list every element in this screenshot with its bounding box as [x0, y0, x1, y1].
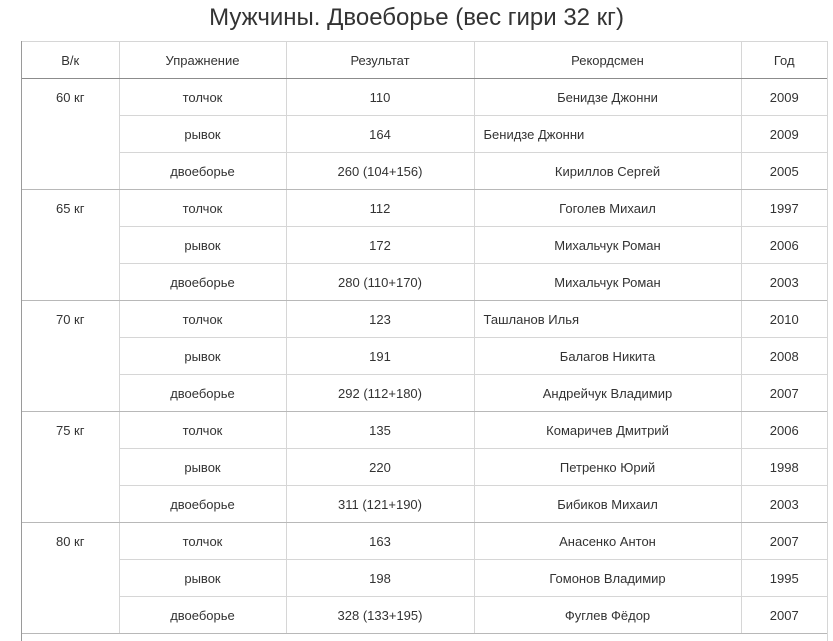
cell-year: 2003 [741, 264, 827, 301]
cell-result: 172 [286, 227, 474, 264]
table-row [22, 486, 827, 523]
cell-exercise: толчок [119, 523, 286, 560]
cell-exercise: рывок [119, 449, 286, 486]
cell-result: 328 (133+195) [286, 597, 474, 634]
cell-year: 2006 [741, 412, 827, 449]
cell-year: 2005 [741, 153, 827, 190]
cell-year: 1998 [741, 449, 827, 486]
cell-result: 292 (112+180) [286, 375, 474, 412]
cell-exercise: двоеборье [119, 153, 286, 190]
cell-record-holder: Гомонов Владимир [474, 560, 741, 597]
cell-exercise: толчок [119, 301, 286, 338]
cell-exercise: рывок [119, 227, 286, 264]
cell-result: 198 [286, 560, 474, 597]
cell-exercise: двоеборье [119, 597, 286, 634]
cell-result: 260 (104+156) [286, 153, 474, 190]
table-row [22, 227, 827, 264]
cell-year: 2006 [741, 227, 827, 264]
cell-exercise: двоеборье [119, 264, 286, 301]
cell-year: 2007 [741, 597, 827, 634]
cell-result: 123 [286, 301, 474, 338]
cell-record-holder: Михальчук Роман [474, 227, 741, 264]
page-title: Мужчины. Двоеборье (вес гири 32 кг) [209, 4, 624, 31]
cell-weight-class: 75 кг [22, 412, 119, 523]
cell-year: 2007 [741, 375, 827, 412]
cell-record-holder: Бенидзе Джонни [474, 116, 741, 153]
cell-exercise: рывок [119, 338, 286, 375]
table-row [22, 412, 827, 449]
cell-result: 163 [286, 523, 474, 560]
table-row [22, 375, 827, 412]
cell-result: 135 [286, 412, 474, 449]
cell-result: 110 [286, 79, 474, 116]
cell-record-holder: Ташланов Илья [474, 301, 741, 338]
cell-result: 311 (121+190) [286, 486, 474, 523]
cell-result: 164 [286, 116, 474, 153]
table-header [22, 42, 827, 79]
cell-record-holder: Бенидзе Джонни [474, 79, 741, 116]
cell-weight-class: 80 кг [22, 523, 119, 634]
records-table [22, 41, 827, 634]
cell-exercise: двоеборье [119, 375, 286, 412]
cell-record-holder: Анасенко Антон [474, 523, 741, 560]
cell-record-holder: Комаричев Дмитрий [474, 412, 741, 449]
cell-record-holder: Андрейчук Владимир [474, 375, 741, 412]
cell-weight-class: 65 кг [22, 190, 119, 301]
table-row [22, 79, 827, 116]
cell-record-holder: Гоголев Михаил [474, 190, 741, 227]
cell-year: 2007 [741, 523, 827, 560]
table-row [22, 301, 827, 338]
table-row [22, 523, 827, 560]
cell-year: 2008 [741, 338, 827, 375]
cell-record-holder: Бибиков Михаил [474, 486, 741, 523]
cell-exercise: толчок [119, 79, 286, 116]
cell-exercise: рывок [119, 116, 286, 153]
cell-exercise: толчок [119, 190, 286, 227]
table-row [22, 153, 827, 190]
cell-year: 2009 [741, 116, 827, 153]
header-record-holder: Рекордсмен [474, 42, 741, 79]
cell-record-holder: Кириллов Сергей [474, 153, 741, 190]
header-year: Год [741, 42, 827, 79]
header-result: Результат [286, 42, 474, 79]
table-body [22, 79, 827, 634]
cell-record-holder: Петренко Юрий [474, 449, 741, 486]
cell-exercise: толчок [119, 412, 286, 449]
table-row [22, 264, 827, 301]
cell-result: 280 (110+170) [286, 264, 474, 301]
cell-result: 220 [286, 449, 474, 486]
cell-year: 2009 [741, 79, 827, 116]
records-table-container [21, 41, 828, 641]
cell-year: 2010 [741, 301, 827, 338]
cell-record-holder: Михальчук Роман [474, 264, 741, 301]
cell-record-holder: Фуглев Фёдор [474, 597, 741, 634]
table-row [22, 449, 827, 486]
cell-year: 1995 [741, 560, 827, 597]
cell-exercise: двоеборье [119, 486, 286, 523]
table-row [22, 338, 827, 375]
header-weight-class: В/к [22, 42, 119, 79]
cell-result: 112 [286, 190, 474, 227]
cell-exercise: рывок [119, 560, 286, 597]
header-exercise: Упражнение [119, 42, 286, 79]
cell-year: 1997 [741, 190, 827, 227]
cell-weight-class: 60 кг [22, 79, 119, 190]
table-row [22, 560, 827, 597]
cell-result: 191 [286, 338, 474, 375]
table-row [22, 190, 827, 227]
cell-weight-class: 70 кг [22, 301, 119, 412]
header-row [22, 42, 827, 79]
table-row [22, 116, 827, 153]
cell-record-holder: Балагов Никита [474, 338, 741, 375]
table-row [22, 597, 827, 634]
cell-year: 2003 [741, 486, 827, 523]
